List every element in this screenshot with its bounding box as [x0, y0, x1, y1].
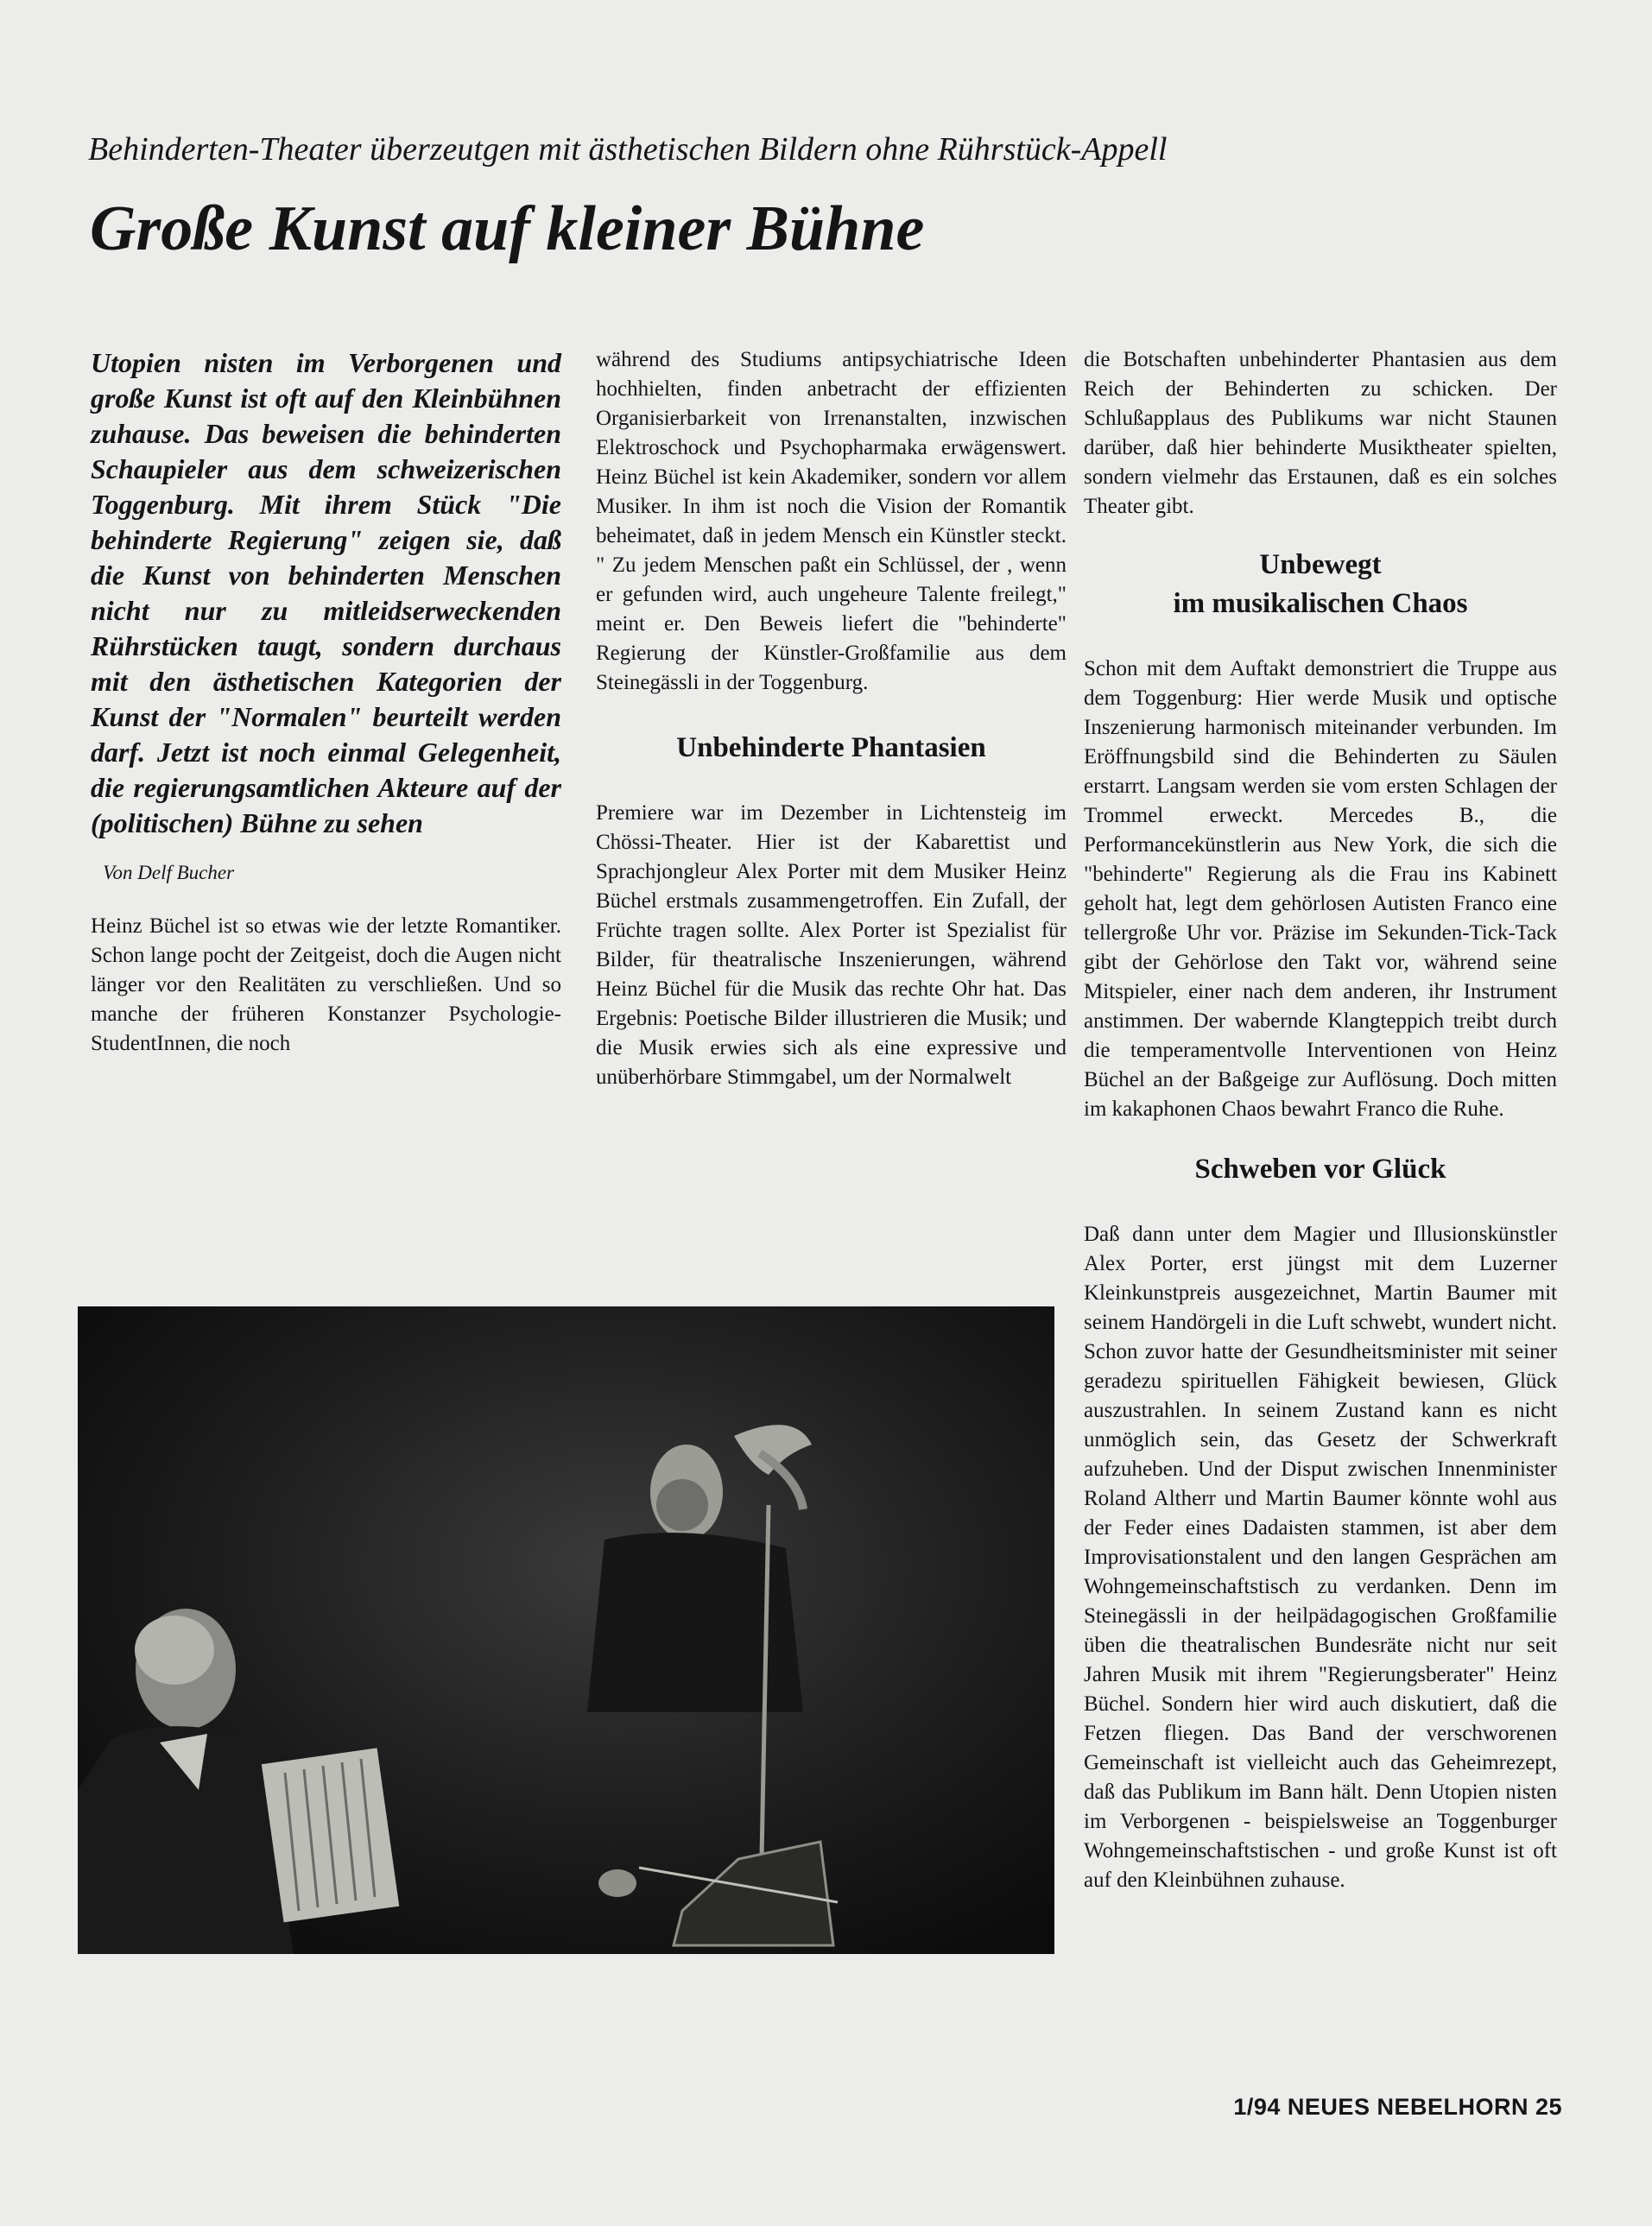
- intro-paragraph-part-2: während des Studiums antipsychiatrische Ideen hochhielten, finden anbetracht der effizienten Organisierbarkeit von Irrenanstalten, inzwischen Elektroschock und Psychopharmaka erwägenswert. Heinz Büchel ist kein Akademiker, sondern vor allem Musiker. In ihm ist noch die Vision der Romantik beheimatet, daß in jedem Mensch ein Künstler steckt. " Zu jedem Menschen paßt ein Schlüssel, der , wenn er gefunden wird, auch ungeheure Talente freilegt," meint er. Den Beweis liefert die "behinderte" Regierung der Künstler-Großfamilie aus dem Steinegässli in der Toggenburg.: [596, 348, 1067, 694]
- section-heading-schweben-vor-glueck: Schweben vor Glück: [1194, 1154, 1446, 1185]
- article-headline: Große Kunst auf kleiner Bühne: [90, 193, 925, 264]
- intro-text-part-1: [91, 912, 561, 1059]
- accordion: [262, 1748, 399, 1922]
- section-heading-unbewegt: [1084, 546, 1557, 623]
- section2-paragraph: Schon mit dem Auftakt demonstriert die Truppe aus dem Toggenburg: Hier werde Musik und optische Inszenierung harmonisch miteinander verbunden. Im Eröffnungsbild sind die Behinderten zu Säulen erstarrt. Langsam werden sie vom ersten Schlagen der Trommel erweckt. Mercedes B., die Performancekünstlerin aus New York, die sich die "behinderte" Regierung als die Frau ins Kabinett geholt hat, legt dem gehörlosen Autisten Franco eine tellergroße Uhr vor. Präzise im Sekunden-Tick-Tack gibt der Gehörlose den Takt vor, während seine Mitspieler, einer nach dem anderen, ihr Instrument anstimmen. Der wabernde Klangteppich treibt durch die temperamentvolle Interventionen von Heinz Büchel an der Baßgeige zur Auflösung. Doch mitten im kakaphonen Chaos bewahrt Franco die Ruhe.: [1084, 657, 1557, 1121]
- section1-paragraph-part-2: die Botschaften unbehinderter Phantasien aus dem Reich der Behinderten zu schicken. Der Schlußapplaus des Publikums war nicht Staunen darüber, daß hier behinderte Musiktheater spielten, sondern vielmehr das Erstaunen, daß es ein solches Theater gibt.: [1084, 348, 1557, 518]
- lead-paragraph: Utopien nisten im Verborgenen und große Kunst ist oft auf den Kleinbühnen zuhause. Das beweisen die behinderten Schaupieler aus dem schweizerischen Toggenburg. Mit ihrem Stück "Die behinderte Regierung" zeigen sie, daß die Kunst von behinderten Menschen nicht nur zu mitleidserweckenden Rührstücken taugt, sondern durchaus mit den ästhetischen Kategorien der Kunst der "Normalen" beurteilt werden darf. Jetzt ist noch einmal Gelegenheit, die regierungsamtlichen Akteure auf der (politischen) Bühne zu sehen: [91, 347, 561, 838]
- photo-illustration: [78, 1306, 1054, 1954]
- intro-text-part-2: [596, 345, 1067, 698]
- byline: Von Delf Bucher: [103, 862, 235, 883]
- section-heading-unbehinderte-phantasien: Unbehinderte Phantasien: [676, 732, 986, 763]
- column-1: [91, 345, 561, 1059]
- section2-text: [1084, 655, 1557, 1124]
- column-3: [1084, 345, 1557, 1895]
- article-lead: [91, 345, 561, 841]
- article-kicker: Behinderten-Theater überzeutgen mit ästhetischen Bildern ohne Rührstück-Appell: [88, 131, 1168, 168]
- section3-text: [1084, 1220, 1557, 1895]
- section1-text-part-2: [1084, 345, 1557, 522]
- intro-paragraph-part-1: Heinz Büchel ist so etwas wie der letzte Romantiker. Schon lange pocht der Zeitgeist, doch die Augen nicht länger vor den Realitäten zu verschließen. Und so manche der früheren Konstanzer Psychologie-StudentInnen, die noch: [91, 914, 561, 1055]
- section3-paragraph: Daß dann unter dem Magier und Illusionskünstler Alex Porter, erst jüngst mit dem Luzerner Kleinkunstpreis ausgezeichnet, Martin Baumer mit seinem Handörgeli in die Luft schwebt, wundert nicht. Schon zuvor hatte der Gesundheitsminister mit seiner geradezu spirituellen Fähigkeit bewiesen, Glück auszustrahlen. In seinem Zustand kann es nicht unmöglich sein, das Gesetz der Schwerkraft aufzuheben. Und der Disput zwischen Innenminister Roland Altherr und Martin Baumer könnte wohl aus der Feder eines Dadaisten stammen, ist aber dem Improvisationstalent und den langen Gesprächen am Wohngemeinschaftstisch zu verdanken. Denn im Steinegässli in der heilpädagogischen Großfamilie üben die theatralischen Bundesräte nicht nur seit Jahren Musik mit ihrem "Regierungsberater" Heinz Büchel. Sondern hier wird auch diskutiert, daß die Fetzen fliegen. Das Band der verschworenen Gemeinschaft ist vielleicht auch das Geheimrezept, daß das Publikum im Bann hält. Denn Utopien nisten im Verborgenen - beispielsweise an Toggenburger Wohngemeinschaftstischen - und große Kunst ist oft auf den Kleinbühnen zuhause.: [1084, 1223, 1557, 1892]
- column-2: [596, 345, 1067, 1092]
- section-heading-line-2: im musikalischen Chaos: [1173, 588, 1468, 619]
- section1-paragraph-part-1: Premiere war im Dezember in Lichtensteig im Chössi-Theater. Hier ist der Kabarettist und Sprachjongleur Alex Porter mit dem Musiker Heinz Büchel erstmals zusammengetroffen. Ein Zufall, der Früchte tragen sollte. Alex Porter ist Spezialist für Bilder, für theatralische Inszenierungen, während Heinz Büchel für die Musik das rechte Ohr hat. Das Ergebnis: Poetische Bilder illustrieren die Musik; und die Musik erwies sich als eine expressive und unüberhörbare Stimmgabel, um der Normalwelt: [596, 801, 1067, 1089]
- page-folio: 1/94 NEUES NEBELHORN 25: [1233, 2094, 1562, 2120]
- section1-text-part-1: [596, 799, 1067, 1092]
- section-heading-line-1: Unbewegt: [1259, 549, 1382, 580]
- performance-photo: [78, 1306, 1054, 1954]
